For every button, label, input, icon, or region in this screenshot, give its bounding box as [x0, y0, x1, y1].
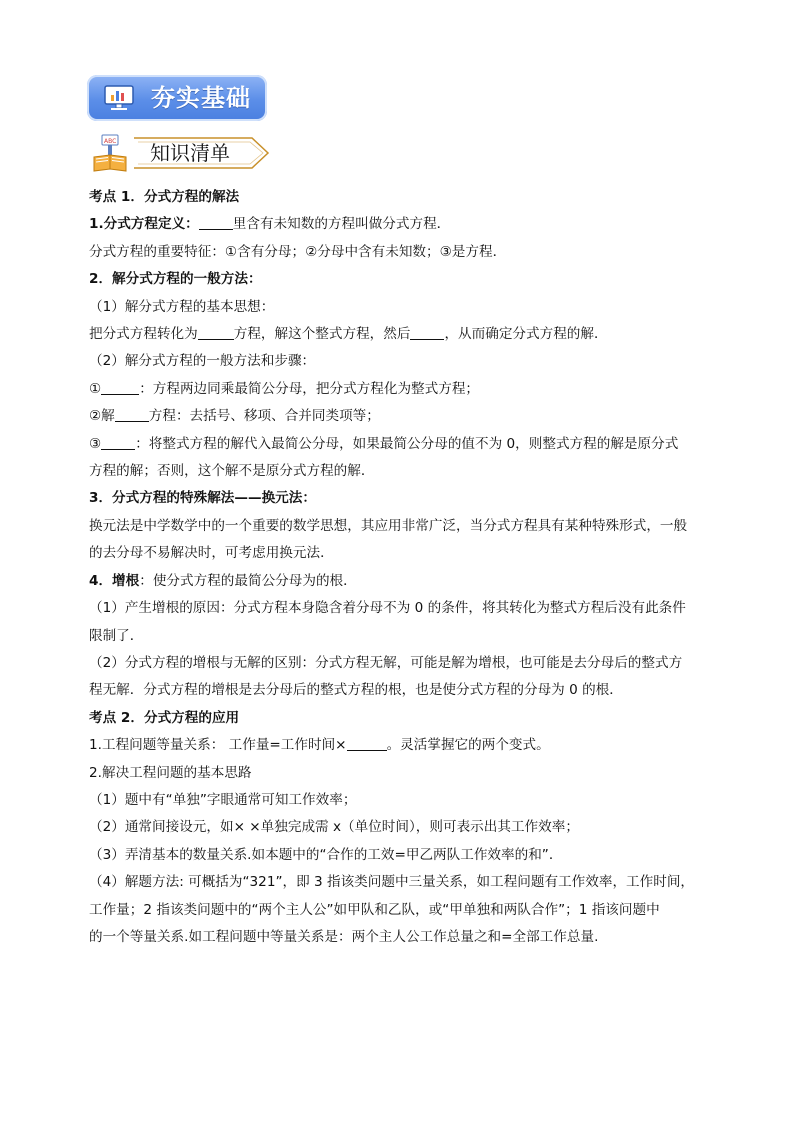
paragraph: （2）解分式方程的一般方法和步骤：: [89, 353, 316, 370]
heading-substitution: 3．分式方程的特殊解法——换元法：: [89, 490, 316, 507]
paragraph: 程无解．分式方程的增根是去分母后的整式方程的根，也是使分式方程的分母为 0 的根．: [89, 682, 623, 699]
text: 方程：去括号、移项、合并同类项等；: [148, 408, 380, 425]
fill-blank: [101, 435, 135, 450]
text: 把分式方程转化为: [89, 326, 198, 343]
paragraph: （1）题中有“单独”字眼通常可知工作效率；: [89, 791, 357, 808]
banner-title: 夯实基础: [151, 84, 251, 112]
text: 。灵活掌握它的两个变式。: [386, 737, 550, 754]
text: 里含有未知数的方程叫做分式方程．: [232, 216, 451, 233]
text: ：方程两边同乘最简公分母，把分式方程化为整式方程；: [139, 380, 480, 397]
fill-blank: [199, 215, 233, 230]
text: ①: [89, 380, 102, 397]
paragraph: 2.解决工程问题的基本思路: [89, 764, 252, 781]
paragraph: （1）产生增根的原因：分式方程本身隐含着分母不为 0 的条件，将其转化为整式方程后没有此条件: [89, 600, 686, 617]
heading-kaodian-2: 考点 2．分式方程的应用: [89, 709, 240, 726]
text: ，从而确定分式方程的解．: [444, 326, 608, 343]
text: ②解: [89, 408, 115, 425]
paragraph: 的一个等量关系.如工程问题中等量关系是：两个主人公工作总量之和=全部工作总量.: [89, 928, 599, 945]
paragraph: 方程的解；否则，这个解不是原分式方程的解．: [89, 463, 375, 480]
paragraph: [89, 211, 707, 238]
text: 方程，解这个整式方程，然后: [233, 326, 411, 343]
text: ：使分式方程的最简公分母为的根．: [139, 572, 357, 589]
text: ：将整式方程的解代入最简公分母，如果最简公分母的值不为 0，则整式方程的解是原分式: [135, 435, 679, 452]
fill-blank: [410, 325, 444, 340]
text: ③: [89, 435, 102, 452]
paragraph: [89, 321, 707, 348]
heading-kaodian-1: 考点 1．分式方程的解法: [89, 189, 240, 205]
paragraph: （2）通常间接设元，如× ×单独完成需 x（单位时间），则可表示出其工作效率；: [89, 819, 579, 836]
paragraph: （1）解分式方程的基本思想：: [89, 298, 275, 315]
text: 1.工程问题等量关系： 工作量=工作时间×: [89, 737, 347, 754]
paragraph: （4）解题方法: 可概括为“321”，即 3 指该类问题中三量关系，如工程问题有工作效率，工作时间，: [89, 874, 695, 891]
fill-blank: [347, 736, 387, 751]
paragraph: （2）分式方程的增根与无解的区别：分式方程无解，可能是解为增根，也可能是去分母后的整式方: [89, 654, 683, 671]
term-label: 4．增根: [89, 572, 140, 589]
monitor-chart-icon: [103, 82, 135, 114]
paragraph: 工作量；2 指该类问题中的“两个主人公”如甲队和乙队，或“甲单独和两队合作”；1 指该问题中: [89, 901, 660, 918]
fill-blank: [198, 325, 234, 340]
book-lightbulb-icon: [92, 133, 128, 173]
document-body: [89, 184, 707, 951]
heading-method: 2．解分式方程的一般方法：: [89, 271, 262, 288]
paragraph: （3）弄清基本的数量关系.如本题中的“合作的工效=甲乙两队工作效率的和”．: [89, 846, 563, 863]
paragraph: [89, 431, 707, 458]
paragraph: 分式方程的重要特征：①含有分母；②分母中含有未知数；③是方程．: [89, 243, 507, 260]
section-title: 知识清单: [150, 141, 230, 165]
paragraph: [89, 403, 707, 430]
term-label: 1.分式方程定义：: [89, 216, 199, 233]
paragraph: 换元法是中学数学中的一个重要的数学思想，其应用非常广泛，当分式方程具有某种特殊形式，一般: [89, 517, 688, 534]
svg-text:ABC: ABC: [104, 138, 117, 145]
section-banner: [87, 75, 267, 121]
paragraph: [89, 376, 707, 403]
fill-blank: [115, 407, 149, 422]
paragraph: 的去分母不易解决时，可考虑用换元法．: [89, 545, 334, 562]
paragraph: [89, 568, 707, 595]
paragraph: [89, 732, 707, 759]
fill-blank: [101, 380, 139, 395]
paragraph: 限制了．: [89, 627, 144, 644]
